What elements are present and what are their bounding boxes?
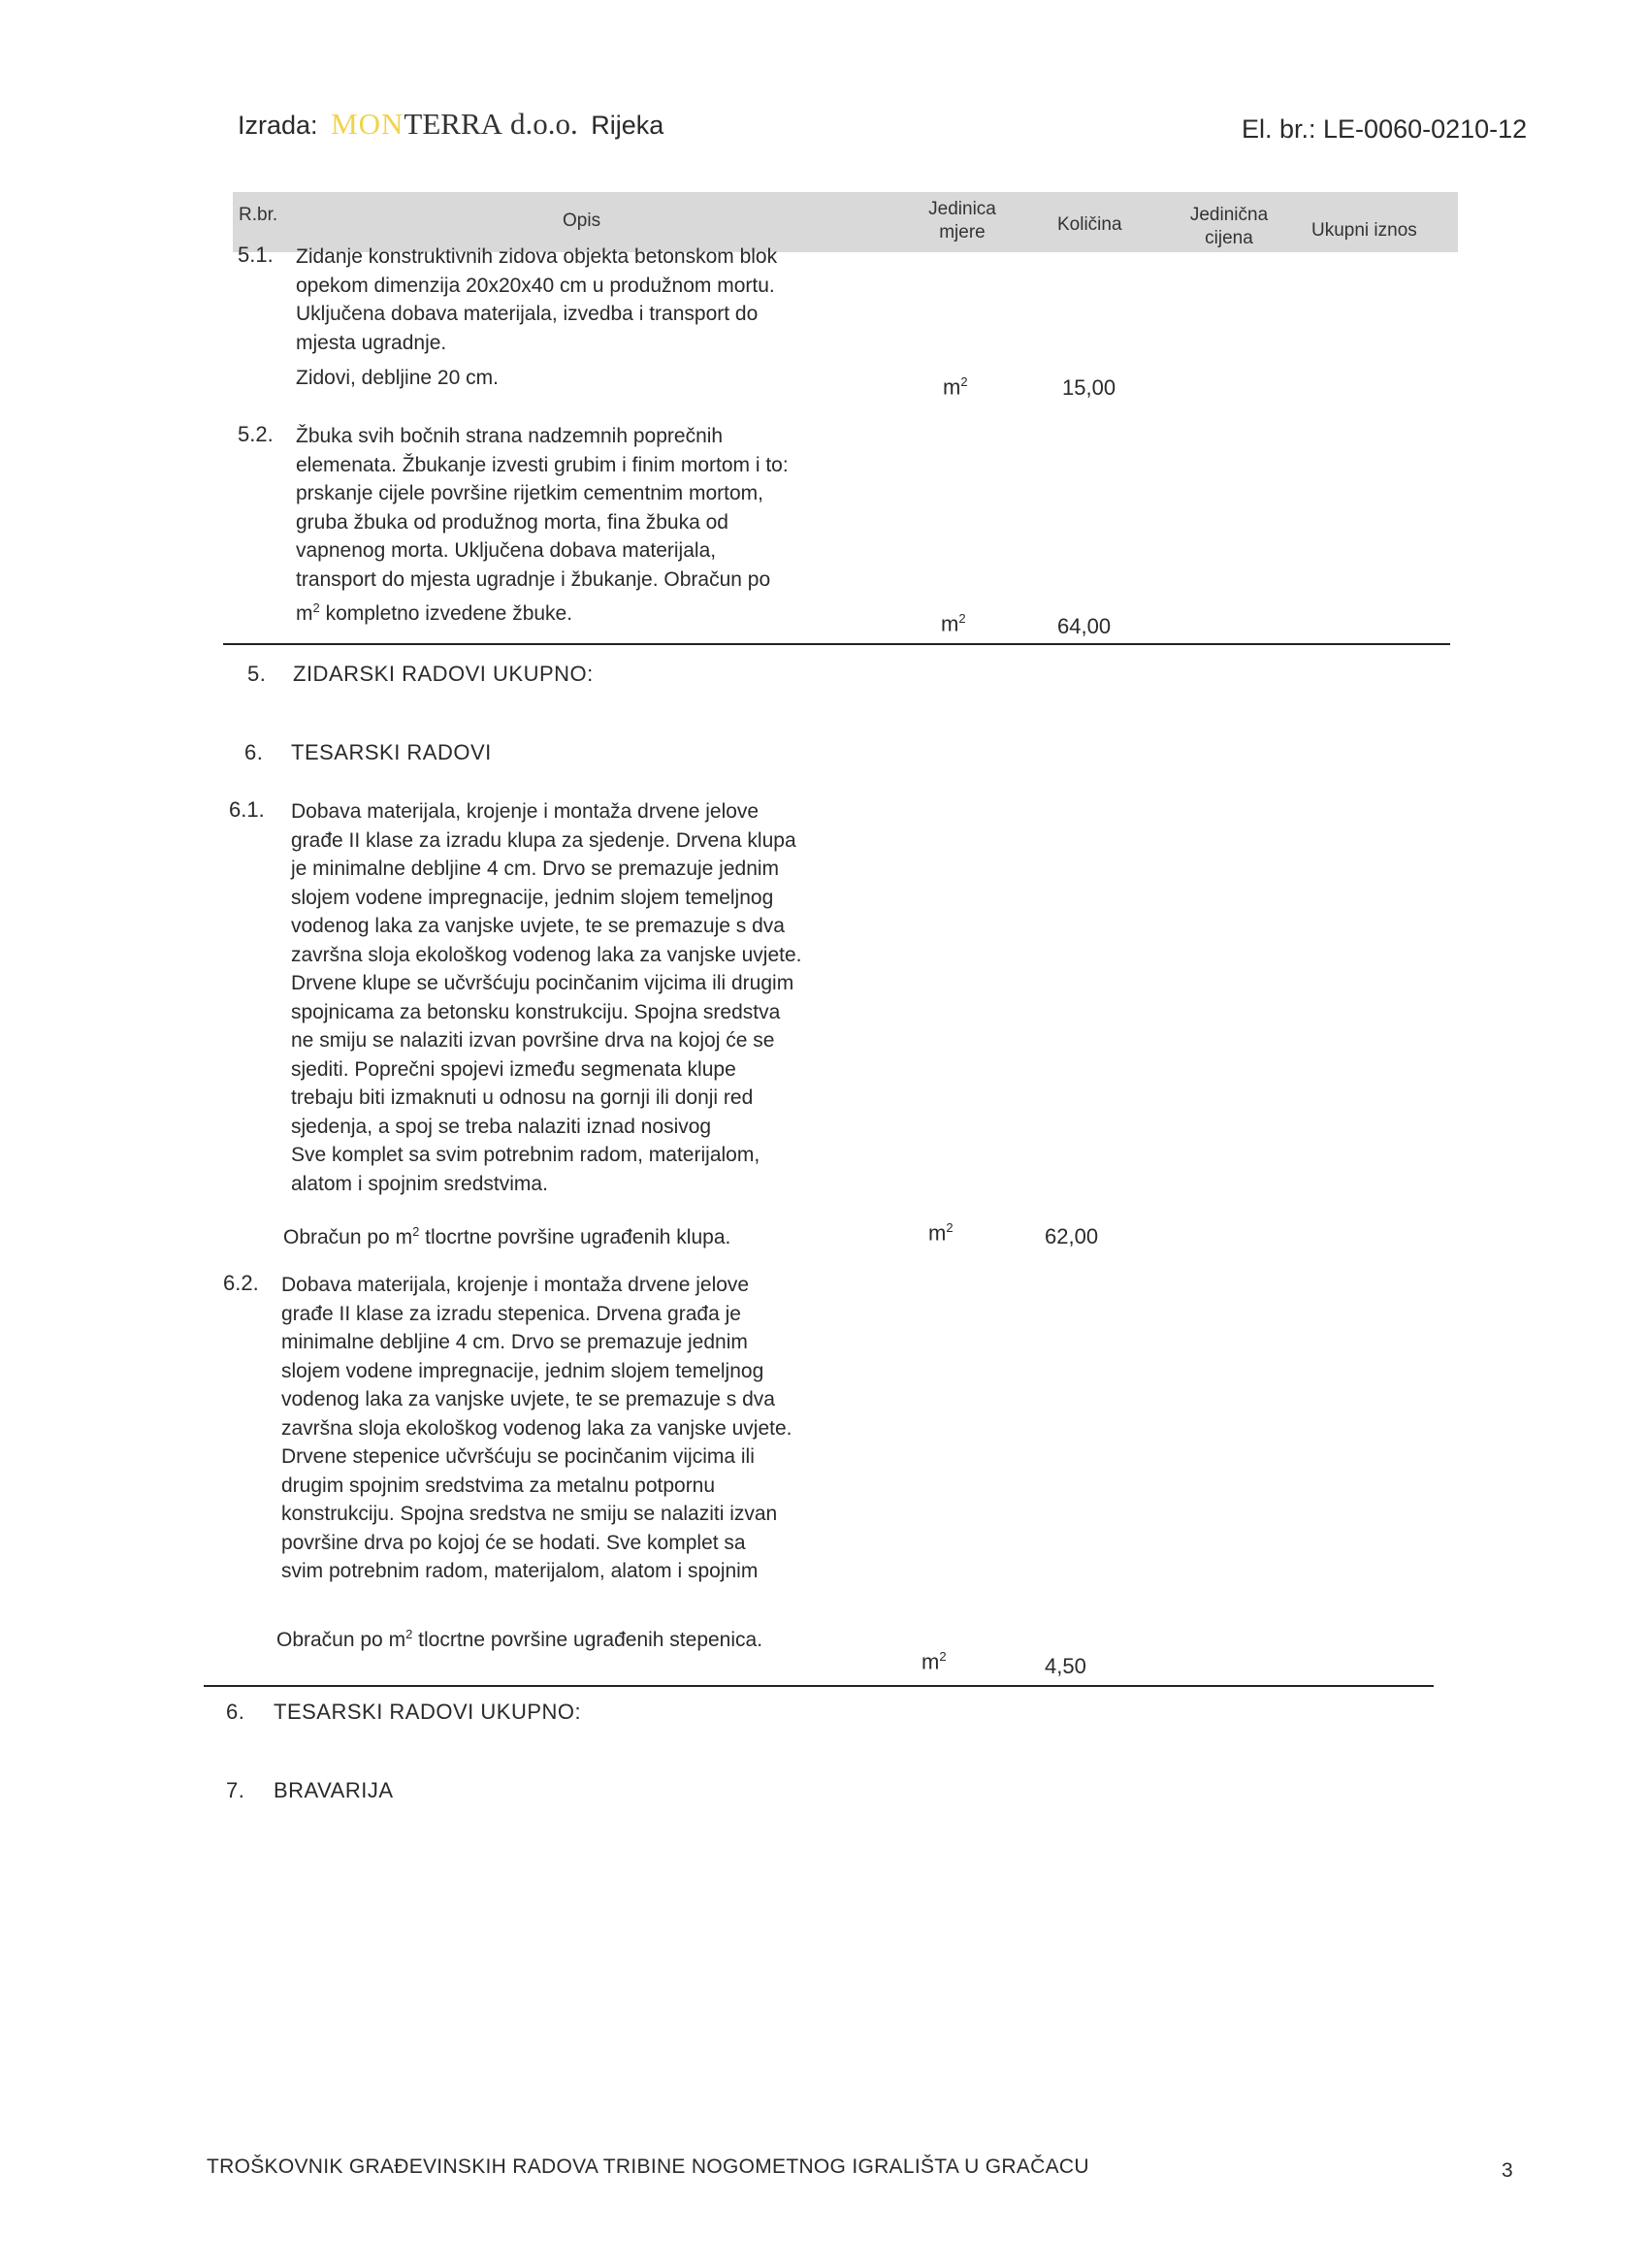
quantity: 4,50 — [1045, 1654, 1086, 1678]
document-number: El. br.: LE-0060-0210-12 — [1242, 114, 1528, 144]
item-description: Dobava materijala, krojenje i montaža drvene jelove građe II klase za izradu klupa za sjedenje. Drvena klupa je minimalne debljine 4 cm. Drvo se premazuje jednim slojem vodene impregnacije, jednim slojem temeljnog vodenog laka za vanjske uvjete, te se premazuje s dva završna sloja ekološkog vodenog laka za vanjske uvjete. Drvene klupe se učvršćuju pocinčanim vijcima ili drugim spojnicama za betonsku konstrukciju. Spojna sredstva ne smiju se nalaziti izvan površine drva na kojoj će se sjediti. Poprečni spojevi između segmenata klupe trebaju biti izmaknuti u odnosu na gornji ili donji red sjedenja, a spoj se treba nalaziti iznad nosivog Sve komplet sa svim potrebnim radom, materijalom, alatom i spojnim sredstvima. — [291, 800, 802, 1195]
item-number: 6.2. — [223, 1271, 259, 1295]
page-number: 3 — [1502, 2159, 1513, 2182]
col-ukupni-iznos: Ukupni iznos — [1311, 220, 1417, 241]
section-number: 6. — [244, 740, 264, 764]
col-rbr: R.br. — [239, 205, 278, 225]
col-kolicina: Količina — [1057, 214, 1122, 235]
section-total-label: ZIDARSKI RADOVI UKUPNO: — [293, 662, 594, 686]
company-logo: MONTERRA d.o.o. — [331, 107, 578, 141]
item-description: Žbuka svih bočnih strana nadzemnih poprečnih elemenata. Žbukanje izvesti grubim i finim mortom i to: prskanje cijele površine rijetkim cementnim mortom, gruba žbuka od produžnog morta, fina žbuka od vapnenog morta. Uključena dobava materijala, transport do mjesta ugradnje i žbukanje. Obračun po $m^2$ kompletno izvedene žbuke. — [296, 425, 789, 625]
city-label: Rijeka — [591, 111, 664, 140]
col-jedinica: Jedinica mjere — [928, 199, 996, 243]
col-opis: Opis — [563, 211, 601, 231]
unit-of-measure: $m^2$ — [943, 374, 968, 400]
unit-of-measure: $m^2$ — [928, 1220, 954, 1246]
section-number: 7. — [226, 1778, 245, 1802]
section-total-label: TESARSKI RADOVI UKUPNO: — [274, 1700, 582, 1724]
item-number: 5.2. — [238, 422, 274, 446]
section-divider — [223, 643, 1450, 645]
unit-of-measure: $m^2$ — [941, 611, 966, 636]
quantity: 64,00 — [1057, 614, 1112, 638]
section-number: 5. — [247, 662, 267, 686]
section-number: 6. — [226, 1700, 245, 1724]
section-divider — [204, 1685, 1434, 1687]
footer-title: TROŠKOVNIK GRAĐEVINSKIH RADOVA TRIBINE NOGOMETNOG IGRALIŠTA U GRAČACU — [207, 2155, 1089, 2178]
col-jedinicna-cijena: Jedinična cijena — [1189, 205, 1269, 248]
item-note: Obračun po $m^2$ tlocrtne površine ugrađenih klupa. — [283, 1224, 731, 1248]
item-note: Obračun po $m^2$ tlocrtne površine ugrađenih stepenica. — [276, 1627, 763, 1651]
quantity: 62,00 — [1045, 1224, 1099, 1248]
item-number: 5.1. — [238, 243, 274, 267]
item-description: Zidanje konstruktivnih zidova objekta betonskom blok opekom dimenzija 20x20x40 cm u produžnom mortu. Uključena dobava materijala, izvedba i transport do mjesta ugradnje. — [296, 245, 778, 354]
header-left — [238, 107, 663, 142]
item-number: 6.1. — [229, 797, 265, 822]
quantity: 15,00 — [1062, 375, 1116, 400]
item-description: Dobava materijala, krojenje i montaža drvene jelove građe II klase za izradu stepenica. Drvena građa je minimalne debljine 4 cm. Drvo se premazuje jednim slojem vodene impregnacije, jednim slojem temeljnog vodenog laka za vanjske uvjete, te se premazuje s dva završna sloja ekološkog vodenog laka za vanjske uvjete. Drvene stepenice učvršćuju se pocinčanim vijcima ili drugim spojnim sredstvima za metalnu potpornu konstrukciju. Spojna sredstva ne smiju se nalaziti izvan površine drva po kojoj će se hodati. Sve komplet sa svim potrebnim radom, materijalom, alatom i spojnim — [281, 1274, 792, 1582]
unit-of-measure: $m^2$ — [922, 1649, 947, 1674]
item-note: Zidovi, debljine 20 cm. — [296, 367, 499, 389]
izrada-label: Izrada: — [238, 111, 318, 140]
section-heading: BRAVARIJA — [274, 1778, 394, 1802]
section-heading: TESARSKI RADOVI — [291, 740, 492, 764]
